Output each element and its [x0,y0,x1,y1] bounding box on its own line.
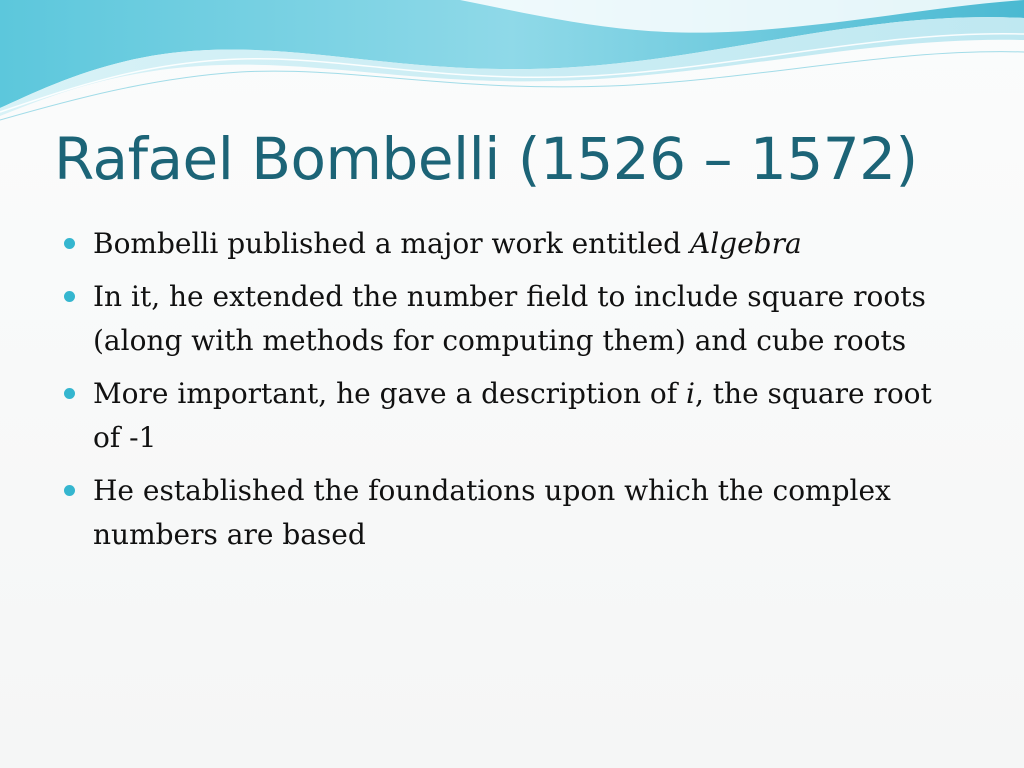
bullet-item [60,275,960,363]
bullet-text: He established the foundations upon which the complex numbers are based [93,474,891,551]
bullet-text: More important, he gave a description of [93,377,687,410]
slide-title: Rafael Bombelli (1526 – 1572) [54,125,918,193]
bullet-italic: i [686,377,695,410]
bullet-text-rest: , the square root of -1 [93,377,932,454]
bullet-item [60,469,960,557]
bullet-dot-icon [64,485,75,496]
bullet-italic: Algebra [689,227,802,260]
bullet-item [60,372,960,460]
bullet-text: In it, he extended the number field to include square roots (along with methods for computing them) and cube roots [93,280,926,357]
bullet-dot-icon [64,238,75,249]
bullet-dot-icon [64,388,75,399]
header-wave-decoration [0,0,1024,130]
bullet-list [60,222,960,566]
bullet-dot-icon [64,291,75,302]
bullet-item [60,222,960,266]
bullet-text: Bombelli published a major work entitled [93,227,690,260]
